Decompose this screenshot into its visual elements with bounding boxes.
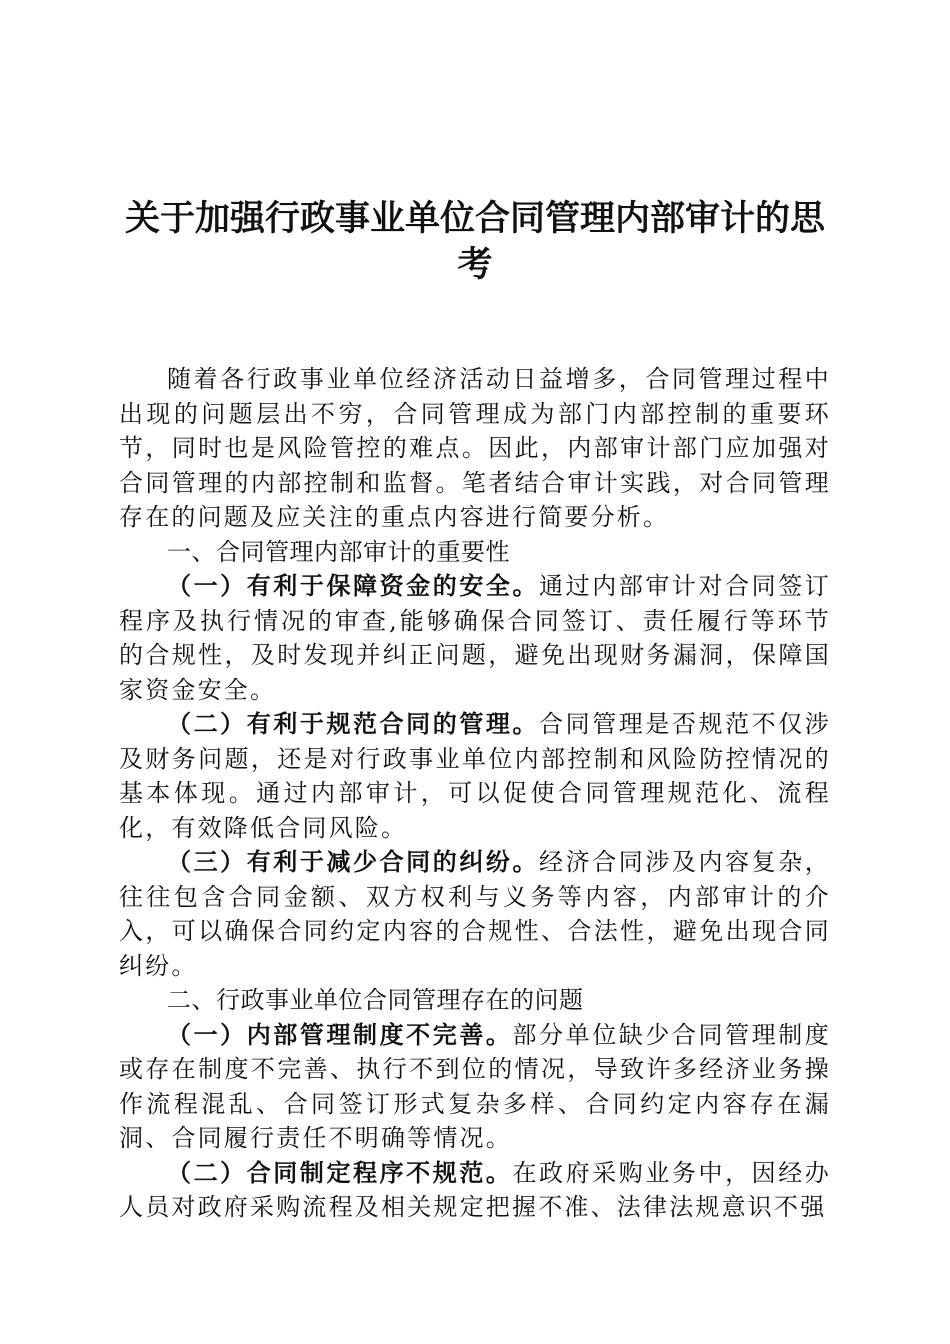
- document-body: [119, 362, 831, 1225]
- document-title-line1: 关于加强行政事业单位合同管理内部审计的思: [124, 199, 825, 239]
- item-text: 在政府采购业务中，因经办人员对政府采购流程及相关规定把握不准、法律法规意识不强: [119, 1158, 831, 1221]
- section1-item1: [119, 569, 831, 707]
- section2-item2: [119, 1156, 831, 1225]
- section1-item3: [119, 845, 831, 983]
- item-lead: （一）内部管理制度不完善。: [167, 1019, 513, 1049]
- item-lead: （一）有利于保障资金的安全。: [167, 571, 540, 600]
- item-lead: （二）有利于规范合同的管理。: [167, 709, 540, 738]
- item-text: 通过内部审计对合同签订程序及执行情况的审查,能够确保合同签订、责任履行等环节的合规性，及时发现并纠正问题，避免出现财务漏洞，保障国家资金安全。: [119, 572, 831, 704]
- section1-item2: [119, 707, 831, 845]
- item-text: 合同管理是否规范不仅涉及财务问题，还是对行政事业单位内部控制和风险防控情况的基本体现。通过内部审计，可以促使合同管理规范化、流程化，有效降低合同风险。: [119, 710, 831, 842]
- section-heading-2: 二、行政事业单位合同管理存在的问题: [167, 986, 584, 1014]
- item-lead: （二）合同制定程序不规范。: [167, 1157, 513, 1187]
- item-text: 部分单位缺少合同管理制度或存在制度不完善、执行不到位的情况，导致许多经济业务操作流程混乱、合同签订形式复杂多样、合同约定内容存在漏洞、合同履行责任不明确等情况。: [119, 1020, 831, 1152]
- section-heading-1: 一、合同管理内部审计的重要性: [167, 537, 510, 566]
- item-lead: （三）有利于减少合同的纠纷。: [167, 847, 540, 876]
- item-text: 经济合同涉及内容复杂，往往包含合同金额、双方权利与义务等内容，内部审计的介入，可以确保合同约定内容的合规性、合法性，避免出现合同纠纷。: [119, 848, 831, 980]
- document-title-line2: 考: [457, 245, 493, 285]
- section2-item1: [119, 1018, 831, 1156]
- intro-paragraph: 随着各行政事业单位经济活动日益增多，合同管理过程中出现的问题层出不穷，合同管理成为部门内部控制的重要环节，同时也是风险管控的难点。因此，内部审计部门应加强对合同管理的内部控制和监督。笔者结合审计实践，对合同管理存在的问题及应关注的重点内容进行简要分析。: [119, 365, 831, 531]
